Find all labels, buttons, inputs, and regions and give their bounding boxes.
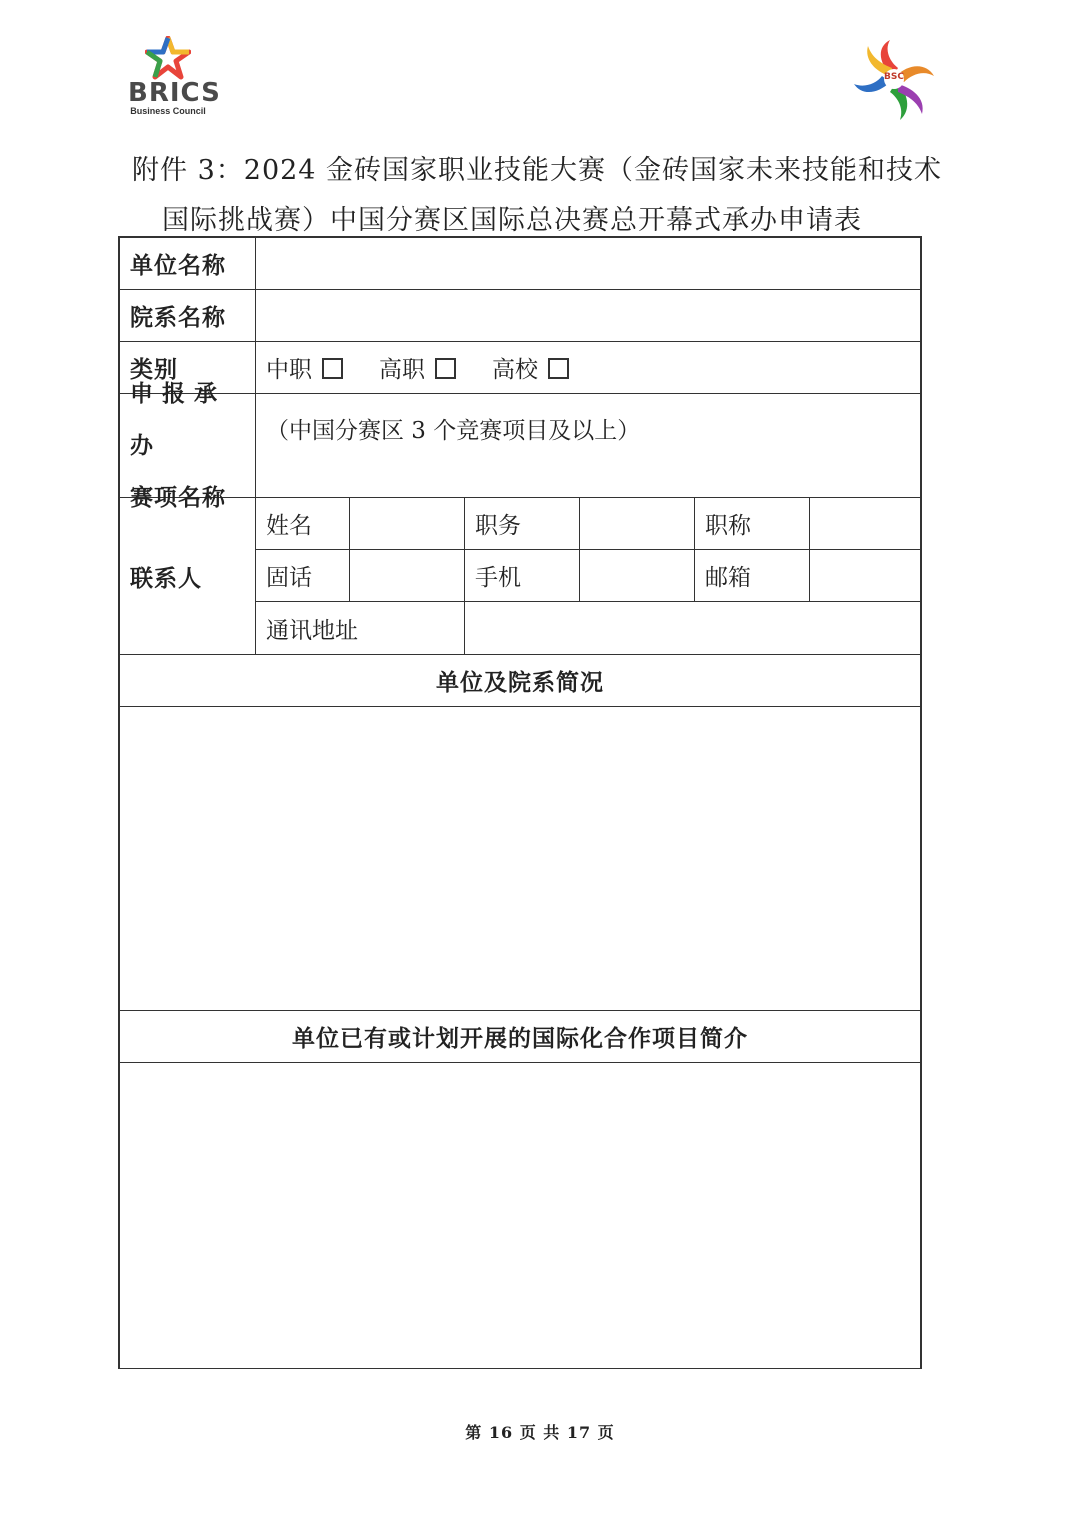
section-unit-overview-field[interactable] [118,707,922,1011]
contact-mobile-label: 手机 [465,550,580,601]
contact-name-label: 姓名 [256,498,350,549]
event-name-row [118,379,922,511]
contact-title-label: 职称 [695,498,810,549]
bsc-logo-text: BSC [884,72,904,82]
contact-email-label: 邮箱 [695,550,810,601]
event-label-line-1: 申报承办 [130,379,226,459]
checkbox-icon[interactable] [322,358,343,379]
brics-logo [128,36,221,128]
contact-label: 联系人 [120,498,256,654]
unit-name-label: 单位名称 [120,238,256,289]
event-label-line-2: 赛项名称 [130,483,226,511]
category-option-university[interactable]: 高校 [492,351,569,384]
title-line-1: 附件 3：2024 金砖国家职业技能大赛（金砖国家未来技能和技术 [132,155,943,186]
contact-landline-label: 固话 [256,550,350,601]
dept-name-row [118,290,922,342]
contact-email-field[interactable] [810,550,920,601]
unit-name-field[interactable] [256,238,920,289]
category-options [256,342,920,393]
category-option-secondary[interactable]: 中职 [266,351,343,384]
application-form [118,236,922,1369]
checkbox-icon[interactable] [548,358,569,379]
bsc-logo [850,36,936,122]
title-line-2: 国际挑战赛）中国分赛区国际总决赛总开幕式承办申请表 [162,205,862,236]
section-intl-cooperation-field[interactable] [118,1063,922,1369]
section-intl-cooperation-title: 单位已有或计划开展的国际化合作项目简介 [118,1011,922,1063]
brics-subtitle: Business Council [130,106,206,116]
contact-section [118,498,922,655]
contact-landline-field[interactable] [350,550,465,601]
contact-position-label: 职务 [465,498,580,549]
contact-title-field[interactable] [810,498,920,549]
checkbox-icon[interactable] [435,358,456,379]
section-unit-overview-title: 单位及院系简况 [118,655,922,707]
contact-mobile-field[interactable] [580,550,695,601]
contact-row-3 [256,602,920,654]
dept-name-label: 院系名称 [120,290,256,341]
contact-row-1 [256,498,920,550]
event-name-field[interactable]: （中国分赛区 3 个竞赛项目及以上） [266,418,641,444]
category-option-higher-vocational[interactable]: 高职 [379,351,456,384]
contact-row-2 [256,550,920,602]
contact-address-label: 通讯地址 [256,602,465,654]
category-label: 类别 [120,342,256,393]
dept-name-field[interactable] [256,290,920,341]
contact-address-field[interactable] [465,602,920,654]
contact-grid [256,498,920,654]
contact-position-field[interactable] [580,498,695,549]
event-name-label [120,379,256,511]
contact-name-field[interactable] [350,498,465,549]
brics-brand-text: BRICS [128,78,221,108]
brics-star-logo-icon [145,36,191,80]
page-number: 第 16 页 共 17 页 [465,1423,615,1442]
unit-name-row [118,238,922,290]
page-title [132,146,942,246]
